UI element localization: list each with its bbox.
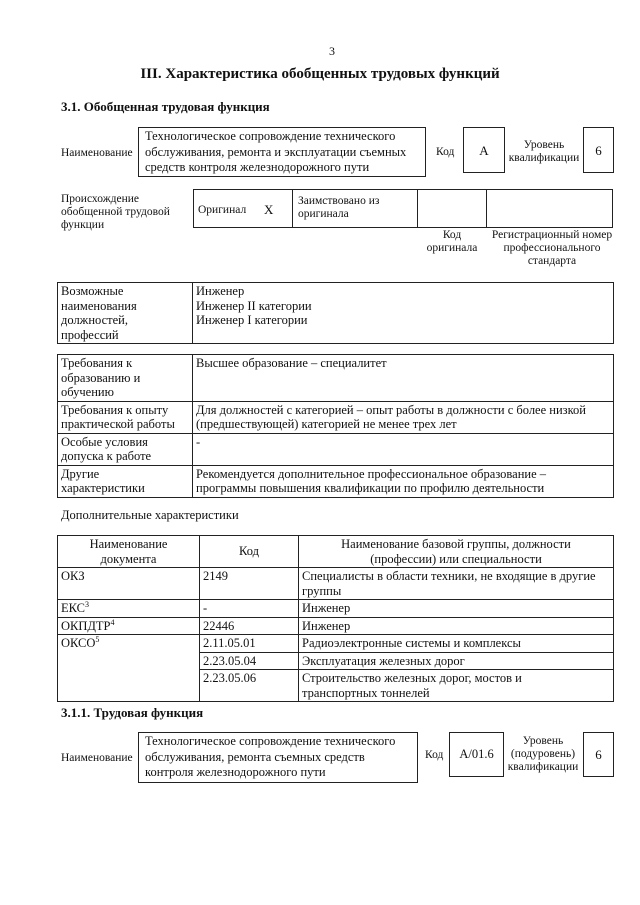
tf-code-label: Код: [425, 749, 444, 761]
additional-table: [57, 535, 614, 702]
gtf-name-label: Наименование: [61, 147, 133, 159]
gtf-heading: 3.1. Обобщенная трудовая функция: [61, 99, 270, 114]
gtf-code-original-label: Код оригинала: [426, 229, 478, 254]
additional-title: Дополнительные характеристики: [61, 508, 239, 522]
gtf-name-text: Технологическое сопровождение технического обслуживания, ремонта и эксплуатации съемных средств контроля железнодорожного пути: [145, 129, 407, 174]
okz-row: ОКЗ 2149 Специалисты в области техники, не входящие в другие группы: [58, 568, 614, 600]
gtf-original-label: Оригинал: [198, 204, 247, 216]
eks-row: ЕКС$^3$ - Инженер: [58, 600, 614, 618]
origin-divider-2: [417, 189, 418, 228]
tf-level-label: Уровень (подуровень) квалификации: [507, 735, 579, 773]
tf-level-value: 6: [595, 747, 602, 762]
okpdtr-row: ОКПДТР$^4$ 22446 Инженер: [58, 617, 614, 635]
gtf-origin-label: Происхождение обобщенной трудовой функции: [61, 193, 170, 231]
position-item: Инженер: [196, 284, 245, 298]
req-row-special-conditions: Особые условия допуска к работе -: [58, 433, 614, 465]
gtf-origin-box: [193, 189, 613, 228]
positions-table: [57, 282, 614, 344]
section-title: III. Характеристика обобщенных трудовых функций: [140, 66, 500, 82]
positions-label: Возможные наименования должностей, профессий: [58, 283, 193, 344]
gtf-code-value: А: [479, 143, 489, 158]
gtf-level-value: 6: [595, 143, 602, 158]
req-row-education: Требования к образованию и обучению Высшее образование – специалитет: [58, 355, 614, 402]
requirements-table: [57, 354, 614, 498]
tf-code-value: А/01.6: [459, 747, 494, 761]
positions-list: [193, 283, 614, 344]
gtf-code-label: Код: [436, 146, 455, 158]
additional-header-row: Наименование документа Код Наименование базовой группы, должности (профессии) или специальности: [58, 536, 614, 568]
page-number: 3: [329, 44, 335, 58]
gtf-level-label: Уровень квалификации: [508, 139, 580, 164]
okso-row: ОКСО$^5$ 2.11.05.01 Радиоэлектронные системы и комплексы: [58, 635, 614, 653]
tf-heading: 3.1.1. Трудовая функция: [61, 705, 204, 720]
okso-row: 2.23.05.06 Строительство железных дорог, мостов и транспортных тоннелей: [58, 670, 614, 702]
tf-name-text: Технологическое сопровождение технического обслуживания, ремонта съемных средств контроля железнодорожного пути: [145, 734, 396, 779]
req-row-other: Другие характеристики Рекомендуется дополнительное профессиональное образование – программы повышения квалификации по профилю деятельности: [58, 465, 614, 497]
gtf-reg-number-label: Регистрационный номер профессионального стандарта: [491, 229, 613, 267]
req-row-experience: Требования к опыту практической работы Для должностей с категорией – опыт работы в должности с более низкой (предшествующей) категорией не менее трех лет: [58, 401, 614, 433]
position-item: Инженер II категории: [196, 298, 312, 313]
origin-divider-3: [486, 189, 487, 228]
origin-divider-1: [292, 189, 293, 228]
gtf-borrowed-label: Заимствовано из оригинала: [298, 195, 380, 220]
gtf-original-mark: X: [264, 202, 274, 217]
tf-name-label: Наименование: [61, 752, 133, 764]
position-item: Инженер I категории: [196, 313, 308, 327]
okso-row: 2.23.05.04 Эксплуатация железных дорог: [58, 652, 614, 670]
